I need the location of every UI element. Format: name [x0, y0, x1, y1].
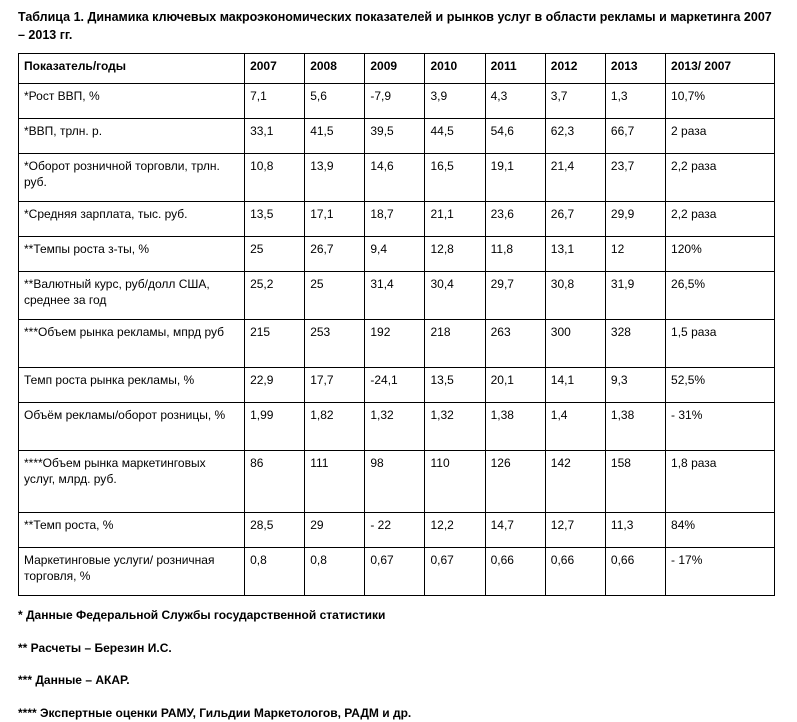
row-value: 1,38	[485, 403, 545, 451]
row-value: 44,5	[425, 119, 485, 154]
row-label: *ВВП, трлн. р.	[19, 119, 245, 154]
row-value: -24,1	[365, 368, 425, 403]
table-row	[19, 548, 775, 596]
row-value: 0,66	[545, 548, 605, 596]
row-value: - 22	[365, 513, 425, 548]
table-row	[19, 513, 775, 548]
row-value: 2,2 раза	[666, 202, 775, 237]
row-value: 13,5	[245, 202, 305, 237]
row-value: 1,99	[245, 403, 305, 451]
row-label: Маркетинговые услуги/ розничная торговля, %	[19, 548, 245, 596]
row-value: 263	[485, 320, 545, 368]
row-label: ***Объем рынка рекламы, мпрд руб	[19, 320, 245, 368]
row-value: -7,9	[365, 84, 425, 119]
row-value: - 31%	[666, 403, 775, 451]
row-value: 31,4	[365, 272, 425, 320]
table-row	[19, 84, 775, 119]
table-row	[19, 451, 775, 513]
row-value: 1,38	[605, 403, 665, 451]
row-value: 11,8	[485, 237, 545, 272]
row-value: 0,8	[305, 548, 365, 596]
row-value: 23,6	[485, 202, 545, 237]
row-value: 13,9	[305, 154, 365, 202]
row-value: 86	[245, 451, 305, 513]
row-label: **Валютный курс, руб/долл США, среднее за год	[19, 272, 245, 320]
row-value: 158	[605, 451, 665, 513]
table-row	[19, 368, 775, 403]
row-value: 328	[605, 320, 665, 368]
row-value: 11,3	[605, 513, 665, 548]
row-value: 98	[365, 451, 425, 513]
row-value: 13,1	[545, 237, 605, 272]
row-value: 7,1	[245, 84, 305, 119]
row-value: 28,5	[245, 513, 305, 548]
row-value: 25,2	[245, 272, 305, 320]
row-value: 1,3	[605, 84, 665, 119]
row-value: 1,4	[545, 403, 605, 451]
row-value: 12,2	[425, 513, 485, 548]
row-value: 21,1	[425, 202, 485, 237]
row-label: *Оборот розничной торговли, трлн. руб.	[19, 154, 245, 202]
row-value: 0,66	[485, 548, 545, 596]
column-header-2012: 2012	[545, 54, 605, 84]
column-header-2010: 2010	[425, 54, 485, 84]
row-value: 1,8 раза	[666, 451, 775, 513]
column-header-indicator: Показатель/годы	[19, 54, 245, 84]
footnote-rosstat: * Данные Федеральной Службы государственной статистики	[18, 608, 386, 623]
row-value: 23,7	[605, 154, 665, 202]
row-value: 1,82	[305, 403, 365, 451]
row-value: 0,8	[245, 548, 305, 596]
row-value: 66,7	[605, 119, 665, 154]
row-value: 14,1	[545, 368, 605, 403]
row-value: 111	[305, 451, 365, 513]
row-value: 20,1	[485, 368, 545, 403]
row-value: 26,7	[545, 202, 605, 237]
row-value: 30,8	[545, 272, 605, 320]
row-label: ****Объем рынка маркетинговых услуг, млрд. руб.	[19, 451, 245, 513]
row-value: 29	[305, 513, 365, 548]
row-value: 3,9	[425, 84, 485, 119]
row-value: 17,1	[305, 202, 365, 237]
column-header-2009: 2009	[365, 54, 425, 84]
row-value: 21,4	[545, 154, 605, 202]
row-value: 3,7	[545, 84, 605, 119]
row-value: - 17%	[666, 548, 775, 596]
row-value: 0,67	[365, 548, 425, 596]
row-value: 18,7	[365, 202, 425, 237]
table-row	[19, 154, 775, 202]
row-value: 54,6	[485, 119, 545, 154]
row-value: 218	[425, 320, 485, 368]
row-value: 14,7	[485, 513, 545, 548]
row-value: 62,3	[545, 119, 605, 154]
table-row	[19, 272, 775, 320]
row-label: Темп роста рынка рекламы, %	[19, 368, 245, 403]
row-value: 14,6	[365, 154, 425, 202]
row-value: 126	[485, 451, 545, 513]
row-value: 39,5	[365, 119, 425, 154]
row-value: 25	[245, 237, 305, 272]
column-header-ratio: 2013/ 2007	[666, 54, 775, 84]
row-value: 110	[425, 451, 485, 513]
row-value: 25	[305, 272, 365, 320]
row-value: 0,66	[605, 548, 665, 596]
table-row	[19, 403, 775, 451]
row-value: 9,3	[605, 368, 665, 403]
row-label: **Темпы роста з-ты, %	[19, 237, 245, 272]
row-value: 120%	[666, 237, 775, 272]
row-value: 16,5	[425, 154, 485, 202]
row-value: 10,7%	[666, 84, 775, 119]
column-header-2013: 2013	[605, 54, 665, 84]
row-value: 2 раза	[666, 119, 775, 154]
row-value: 0,67	[425, 548, 485, 596]
row-value: 12	[605, 237, 665, 272]
row-value: 29,7	[485, 272, 545, 320]
footnote-akar: *** Данные – АКАР.	[18, 673, 130, 688]
row-value: 31,9	[605, 272, 665, 320]
row-value: 2,2 раза	[666, 154, 775, 202]
row-value: 192	[365, 320, 425, 368]
row-value: 52,5%	[666, 368, 775, 403]
column-header-2007: 2007	[245, 54, 305, 84]
table-row	[19, 119, 775, 154]
row-value: 1,32	[425, 403, 485, 451]
row-value: 33,1	[245, 119, 305, 154]
row-label: *Рост ВВП, %	[19, 84, 245, 119]
row-label: *Средняя зарплата, тыс. руб.	[19, 202, 245, 237]
row-label: **Темп роста, %	[19, 513, 245, 548]
row-value: 41,5	[305, 119, 365, 154]
column-header-2011: 2011	[485, 54, 545, 84]
row-value: 5,6	[305, 84, 365, 119]
row-value: 19,1	[485, 154, 545, 202]
row-value: 29,9	[605, 202, 665, 237]
row-value: 142	[545, 451, 605, 513]
table-footnotes	[18, 608, 787, 721]
row-value: 84%	[666, 513, 775, 548]
table-header-row	[19, 54, 775, 84]
row-value: 10,8	[245, 154, 305, 202]
row-value: 300	[545, 320, 605, 368]
row-value: 13,5	[425, 368, 485, 403]
column-header-2008: 2008	[305, 54, 365, 84]
row-value: 22,9	[245, 368, 305, 403]
page-title: Таблица 1. Динамика ключевых макроэкономических показателей и рынков услуг в области рекламы и маркетинга 2007 – 2013 гг.	[18, 10, 772, 43]
row-value: 4,3	[485, 84, 545, 119]
row-value: 215	[245, 320, 305, 368]
row-value: 12,7	[545, 513, 605, 548]
row-value: 1,32	[365, 403, 425, 451]
table-row	[19, 202, 775, 237]
table-row	[19, 320, 775, 368]
row-value: 253	[305, 320, 365, 368]
footnote-berezin: ** Расчеты – Березин И.С.	[18, 640, 172, 655]
footnote-expert: **** Экспертные оценки РАМУ, Гильдии Маркетологов, РАДМ и др.	[18, 706, 412, 721]
row-value: 1,5 раза	[666, 320, 775, 368]
row-value: 12,8	[425, 237, 485, 272]
row-value: 26,7	[305, 237, 365, 272]
row-value: 9,4	[365, 237, 425, 272]
macro-indicators-table	[18, 53, 775, 596]
row-value: 26,5%	[666, 272, 775, 320]
row-label: Объём рекламы/оборот розницы, %	[19, 403, 245, 451]
table-row	[19, 237, 775, 272]
row-value: 30,4	[425, 272, 485, 320]
row-value: 17,7	[305, 368, 365, 403]
